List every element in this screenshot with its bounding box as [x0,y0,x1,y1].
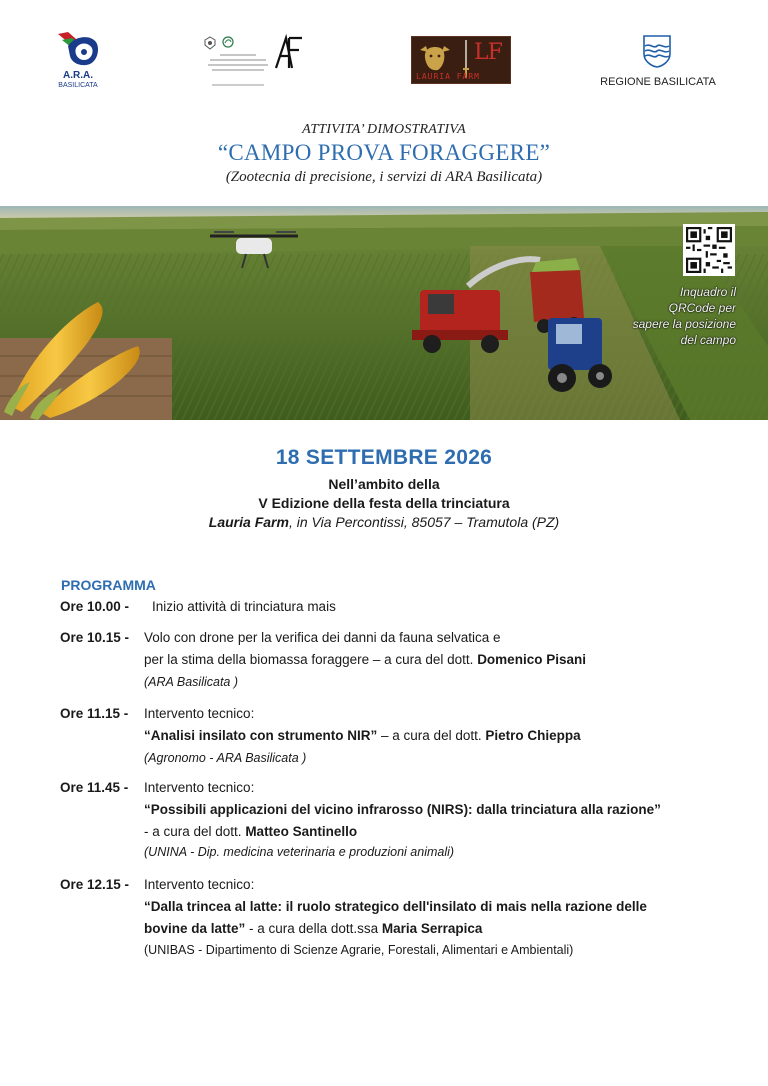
programme-heading: PROGRAMMA [61,577,156,593]
item-text-part: – a cura del dott. [377,728,486,743]
item-intro: Intervento tecnico: [144,780,255,795]
item-text-part: - a cura della dott.ssa [245,921,382,936]
republic-emblem-icon [204,36,216,50]
venue-name: Lauria Farm [208,514,289,530]
item-text: Volo con drone per la verifica dei danni da fauna selvatica e [144,630,501,645]
lauria-farm-name: LAURIA FARM [416,72,480,81]
venue-address: , in Via Percontissi, 85057 – Tramutola (PZ) [288,514,560,530]
ara-logo-name: A.R.A. [63,70,93,81]
qr-caption-line: sapere la posizione [632,317,736,331]
bull-icon [418,42,452,72]
item-text [144,821,720,843]
item-text [144,918,720,940]
page-subtitle: (Zootecnia di precisione, i servizi di ARA Basilicata) [225,169,543,185]
item-text-part: - a cura del dott. [144,824,246,839]
item-time: Ore 10.15 - [60,630,130,645]
event-date: 18 SETTEMBRE 2026 [275,446,493,469]
regione-basilicata-logo [596,32,720,92]
item-intro: Intervento tecnico: [144,706,255,721]
programme-item [60,627,720,693]
item-text [144,896,720,918]
af-monogram-icon [274,34,304,70]
event-info [0,446,768,530]
lauria-farm-initials: LF [474,40,502,65]
speaker-affiliation: (UNIBAS - Dipartimento di Scienze Agrarie, Forestali, Alimentari e Ambientali) [144,943,574,957]
qr-code-icon [686,227,732,273]
event-edition: V Edizione della festa della trinciatura [258,495,510,511]
speaker-affiliation: (UNINA - Dip. medicina veterinaria e produzioni animali) [144,845,455,859]
order-emblem-icon [222,36,234,48]
page-title: “CAMPO PROVA FORAGGERE” [217,140,551,165]
event-context: Nell’ambito della [328,476,440,492]
regione-logo-name: REGIONE BASILICATA [600,76,716,88]
item-text [144,799,720,821]
speaker-name: Maria Serrapica [381,921,483,936]
programme-item [60,777,720,861]
talk-title: “Analisi insilato con strumento NIR” [144,728,378,743]
item-text: Inizio attività di trinciatura mais [152,599,336,614]
speaker-name: Pietro Chieppa [485,728,581,743]
qr-caption-line: Inquadro il [679,285,736,299]
qr-code[interactable] [683,224,735,276]
talk-title: “Dalla trincea al latte: il ruolo strategico dell'insilato di mais nella razione delle [144,899,647,914]
lauria-farm-logo [411,36,511,84]
item-text [144,649,720,671]
item-text [144,725,720,747]
item-time: Ore 11.15 - [60,706,129,721]
order-text-lines [202,52,270,76]
speaker-affiliation: (Agronomo - ARA Basilicata ) [144,751,307,765]
programme-item [60,703,720,769]
item-text-part: per la stima della biomassa foraggere – a cura del dott. [144,652,478,667]
activity-kicker: ATTIVITA’ DIMOSTRATIVA [302,122,466,137]
ordine-agronomi-logo [200,32,304,92]
speaker-affiliation: (ARA Basilicata ) [144,675,239,689]
talk-title: “Possibili applicazioni del vicino infrarosso (NIRS): dalla trinciatura alla razione” [144,802,661,817]
event-venue [0,514,768,530]
speaker-name: Domenico Pisani [477,652,586,667]
qr-caption-line: QRCode per [668,301,736,315]
document-heading [0,122,768,186]
region-shield-icon [642,34,672,68]
ara-basilicata-logo [50,28,106,92]
item-time: Ore 12.15 - [60,877,130,892]
programme-item [60,874,720,960]
talk-title: bovine da latte” [144,921,246,936]
logo-strip [0,24,768,96]
speaker-name: Matteo Santinello [245,824,358,839]
qr-caption [612,284,736,348]
cow-head-icon [54,30,102,68]
qr-caption-line: del campo [680,333,736,347]
ara-logo-sub: BASILICATA [58,82,98,89]
programme-item [60,596,720,618]
item-time: Ore 10.00 - [60,599,130,614]
item-time: Ore 11.45 - [60,780,129,795]
item-intro: Intervento tecnico: [144,877,255,892]
ministry-caption [208,82,268,88]
field-photo-banner [0,206,768,420]
